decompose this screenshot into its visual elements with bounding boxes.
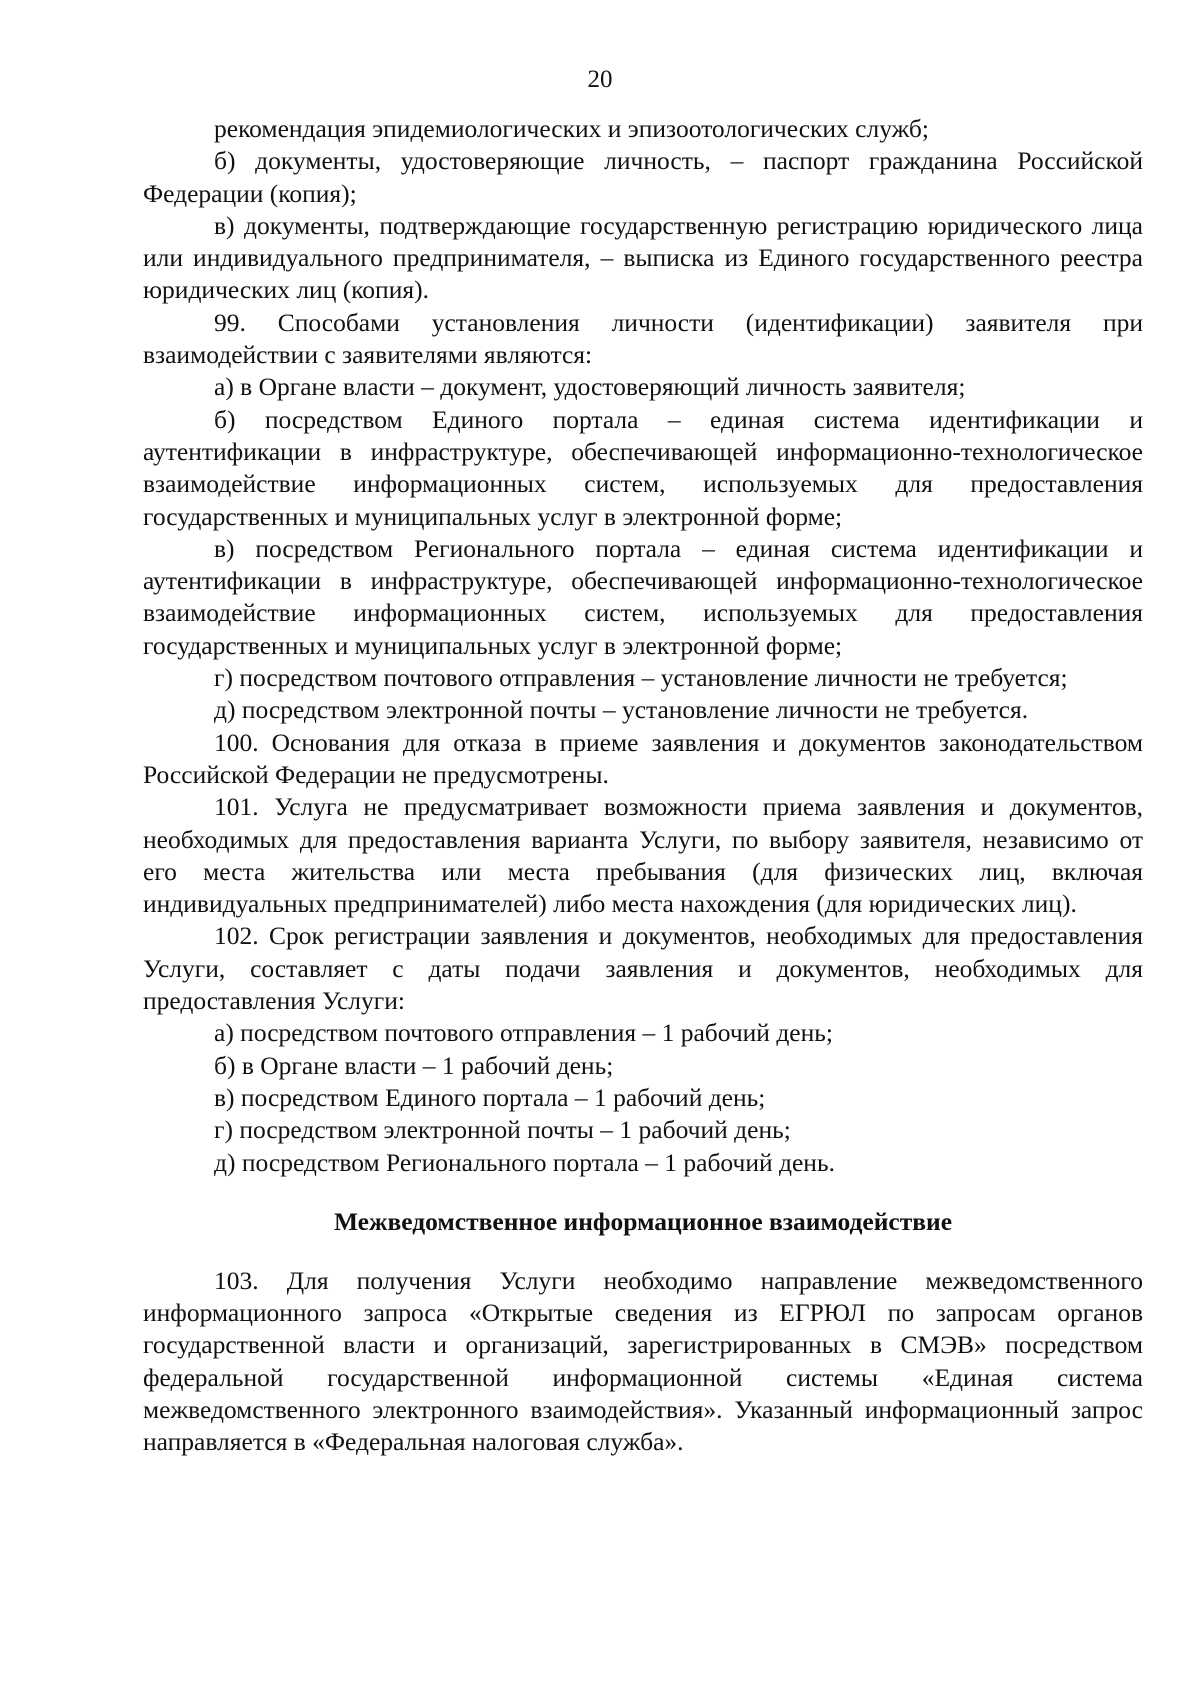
section-heading: Межведомственное информационное взаимодействие	[333, 1206, 953, 1236]
paragraph-102d-email: г) посредством электронной почты – 1 рабочий день;	[214, 1115, 791, 1145]
paragraph-identity-documents: б) документы, удостоверяющие личность, – паспорт гражданина Российской Федерации (копия);	[143, 146, 1143, 208]
paragraph-103-interagency-request: 103. Для получения Услуги необходимо направление межведомственного информационного запроса «Открытые сведения из ЕГРЮЛ по запросам органов государственной власти и организаций, зарегистрированных в СМЭВ» посредством федеральной государственной информационной системы «Единая система межведомственного электронного взаимодействия». Указанный информационный запрос направляется в «Федеральная налоговая служба».	[143, 1265, 1143, 1457]
paragraph-102b-authority: б) в Органе власти – 1 рабочий день;	[214, 1050, 614, 1080]
paragraph-102a-postal: а) посредством почтового отправления – 1 рабочий день;	[214, 1018, 833, 1048]
paragraph-99e-email: д) посредством электронной почты – установление личности не требуется.	[214, 695, 1029, 725]
paragraph-99b-unified-portal: б) посредством Единого портала – единая система идентификации и аутентификации в инфраструктуре, обеспечивающей информационно-технологическое взаимодействие информационных систем, используемых для предоставления государственных и муниципальных услуг в электронной форме;	[143, 404, 1143, 531]
paragraph-99-identification-methods: 99. Способами установления личности (идентификации) заявителя при взаимодействии с заявителями являются:	[143, 307, 1143, 370]
paragraph-102-registration-term: 102. Срок регистрации заявления и документов, необходимых для предоставления Услуги, составляет с даты подачи заявления и документов, необходимых для предоставления Услуги:	[143, 921, 1143, 1016]
paragraph-102c-unified-portal: в) посредством Единого портала – 1 рабочий день;	[214, 1082, 766, 1112]
paragraph-102e-regional-portal: д) посредством Регионального портала – 1 рабочий день.	[214, 1147, 835, 1177]
document-body	[143, 113, 1143, 1459]
paragraph-registration-documents: в) документы, подтверждающие государственную регистрацию юридического лица или индивидуального предпринимателя, – выписка из Единого государственного реестра юридических лиц (копия).	[143, 210, 1143, 305]
page-number: 20	[587, 66, 613, 93]
paragraph-99c-regional-portal: в) посредством Регионального портала – единая система идентификации и аутентификации в инфраструктуре, обеспечивающей информационно-технологическое взаимодействие информационных систем, используемых для предоставления государственных и муниципальных услуг в электронной форме;	[143, 533, 1143, 660]
paragraph-100-refusal-grounds: 100. Основания для отказа в приеме заявления и документов законодательством Российской Федерации не предусмотрены.	[143, 727, 1143, 789]
paragraph-101-extraterritorial: 101. Услуга не предусматривает возможности приема заявления и документов, необходимых для предоставления варианта Услуги, по выбору заявителя, независимо от его места жительства или места пребывания (для физических лиц, включая индивидуальных предпринимателей) либо места нахождения (для юридических лиц).	[143, 792, 1143, 919]
paragraph-99a-authority: а) в Органе власти – документ, удостоверяющий личность заявителя;	[214, 372, 966, 402]
paragraph-99d-postal: г) посредством почтового отправления – установление личности не требуется;	[214, 663, 1068, 693]
paragraph-recommendation: рекомендация эпидемиологических и эпизоотологических служб;	[214, 114, 929, 143]
